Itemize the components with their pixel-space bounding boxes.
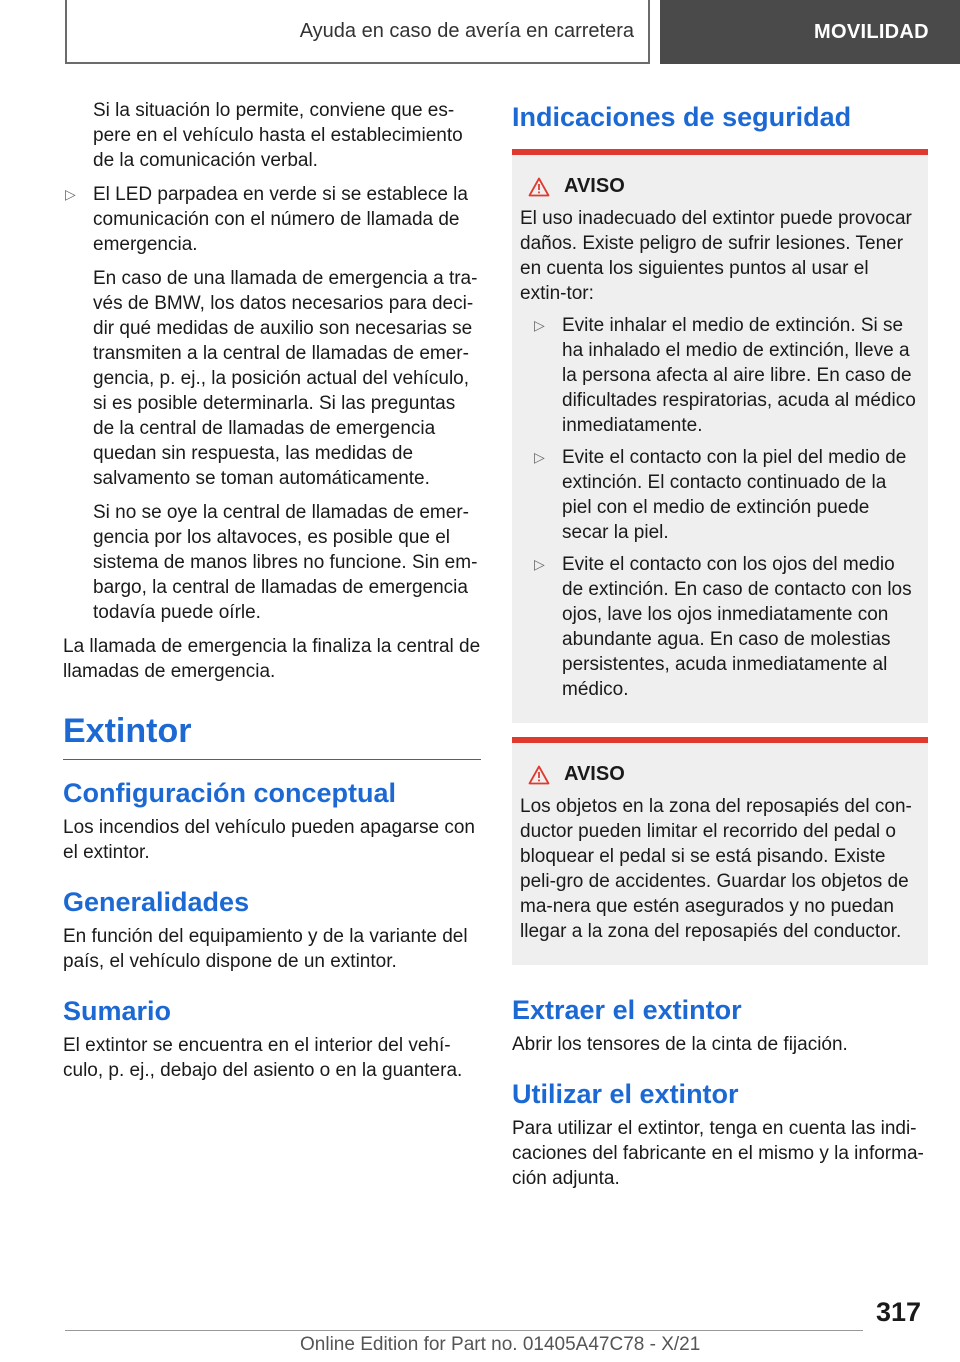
right-column xyxy=(512,98,928,1200)
list-item xyxy=(520,445,920,545)
paragraph: Si la situación lo permite, conviene que es-pere en el vehículo hasta el establecimiento de la comunicación verbal. xyxy=(93,100,463,171)
warning-title xyxy=(520,175,920,198)
paragraph: El extintor se encuentra en el interior del vehí-culo, p. ej., debajo del asiento o en la guantera. xyxy=(63,1035,463,1081)
heading-utilizar: Utilizar el extintor xyxy=(512,1079,739,1109)
heading-generalidades: Generalidades xyxy=(63,887,250,917)
triangle-bullet-icon: ▷ xyxy=(534,449,545,465)
heading-configuracion: Configuración conceptual xyxy=(63,778,397,808)
warning-box xyxy=(512,149,928,723)
header-section xyxy=(65,0,650,64)
warning-text: El uso inadecuado del extintor puede provocar daños. Existe peligro de sufrir lesiones. Tener en cuenta los siguientes puntos al usar el extin-tor: xyxy=(520,208,912,304)
warning-title xyxy=(520,763,920,786)
paragraph: En caso de una llamada de emergencia a tra-vés de BMW, los datos necesarios para deci-dir qué medidas de auxilio son necesarias se transmiten a la central de llamadas de emer-gencia, p. ej., la posición actual del vehículo, si es posible determinarla. Si las preguntas de la central de llamadas de emergencia quedan sin respuesta, las medidas de salvamento se toman automáticamente. xyxy=(93,268,478,489)
triangle-bullet-icon: ▷ xyxy=(534,556,545,572)
paragraph: La llamada de emergencia la finaliza la central de llamadas de emergencia. xyxy=(63,636,481,682)
warning-triangle-icon xyxy=(528,765,550,785)
warning-box xyxy=(512,737,928,965)
triangle-bullet-icon: ▷ xyxy=(534,317,545,333)
header-section-title: Ayuda en caso de avería en carretera xyxy=(299,19,634,42)
list-item-text: Evite el contacto con los ojos del medio de extinción. En caso de contacto con los ojos, lave los ojos inmediatamente con abundante agua. En caso de molestias persistentes, acuda inmediatamente al médico. xyxy=(562,554,912,700)
header-chapter xyxy=(660,0,960,64)
page-number: 317 xyxy=(876,1297,922,1327)
left-column xyxy=(63,98,481,1092)
warning-text: Los objetos en la zona del reposapiés del con-ductor pueden limitar el recorrido del pedal o bloquear el pedal si se está pisando. Existe peli-gro de accidentes. Guardar los objetos de ma-nera que estén asegurados y no puedan llegar a la zona del reposapiés del conductor. xyxy=(520,796,912,942)
triangle-bullet-icon: ▷ xyxy=(65,186,76,202)
footer-divider xyxy=(65,1330,863,1331)
footer-edition: Online Edition for Part no. 01405A47C78 - X/21 xyxy=(300,1334,701,1355)
header-chapter-title: MOVILIDAD xyxy=(814,20,929,43)
list-item xyxy=(520,552,920,702)
paragraph: Los incendios del vehículo pueden apagarse con el extintor. xyxy=(63,817,475,863)
paragraph: En función del equipamiento y de la variante del país, el vehículo dispone de un extintor. xyxy=(63,926,468,972)
list-item-text: El LED parpadea en verde si se establece la comunicación con el número de llamada de emergencia. xyxy=(93,184,468,255)
heading-seguridad: Indicaciones de seguridad xyxy=(512,102,852,132)
warning-triangle-icon xyxy=(528,177,550,197)
warning-title-text: AVISO xyxy=(564,763,625,785)
warning-title-text: AVISO xyxy=(564,175,625,197)
paragraph: Abrir los tensores de la cinta de fijación. xyxy=(512,1034,848,1055)
paragraph: Si no se oye la central de llamadas de emer-gencia por los altavoces, es posible que el sistema de manos libres no funcione. Sin em-bargo, la central de llamadas de emergencia todavía puede oírle. xyxy=(93,502,478,623)
list-item-text: Evite inhalar el medio de extinción. Si se ha inhalado el medio de extinción, lleve a la persona afecta al aire libre. En caso de dificultades respiratorias, acuda al médico inmediatamente. xyxy=(562,315,916,436)
heading-extintor: Extintor xyxy=(63,712,481,760)
list-item-text: Evite el contacto con la piel del medio de extinción. El contacto continuado de la piel con el medio de extinción puede secar la piel. xyxy=(562,447,907,543)
heading-sumario: Sumario xyxy=(63,996,172,1026)
list-item xyxy=(63,182,481,257)
list-item xyxy=(520,313,920,438)
heading-extraer: Extraer el extintor xyxy=(512,995,742,1025)
paragraph: Para utilizar el extintor, tenga en cuenta las indi-caciones del fabricante en el mismo y la informa-ción adjunta. xyxy=(512,1118,924,1189)
